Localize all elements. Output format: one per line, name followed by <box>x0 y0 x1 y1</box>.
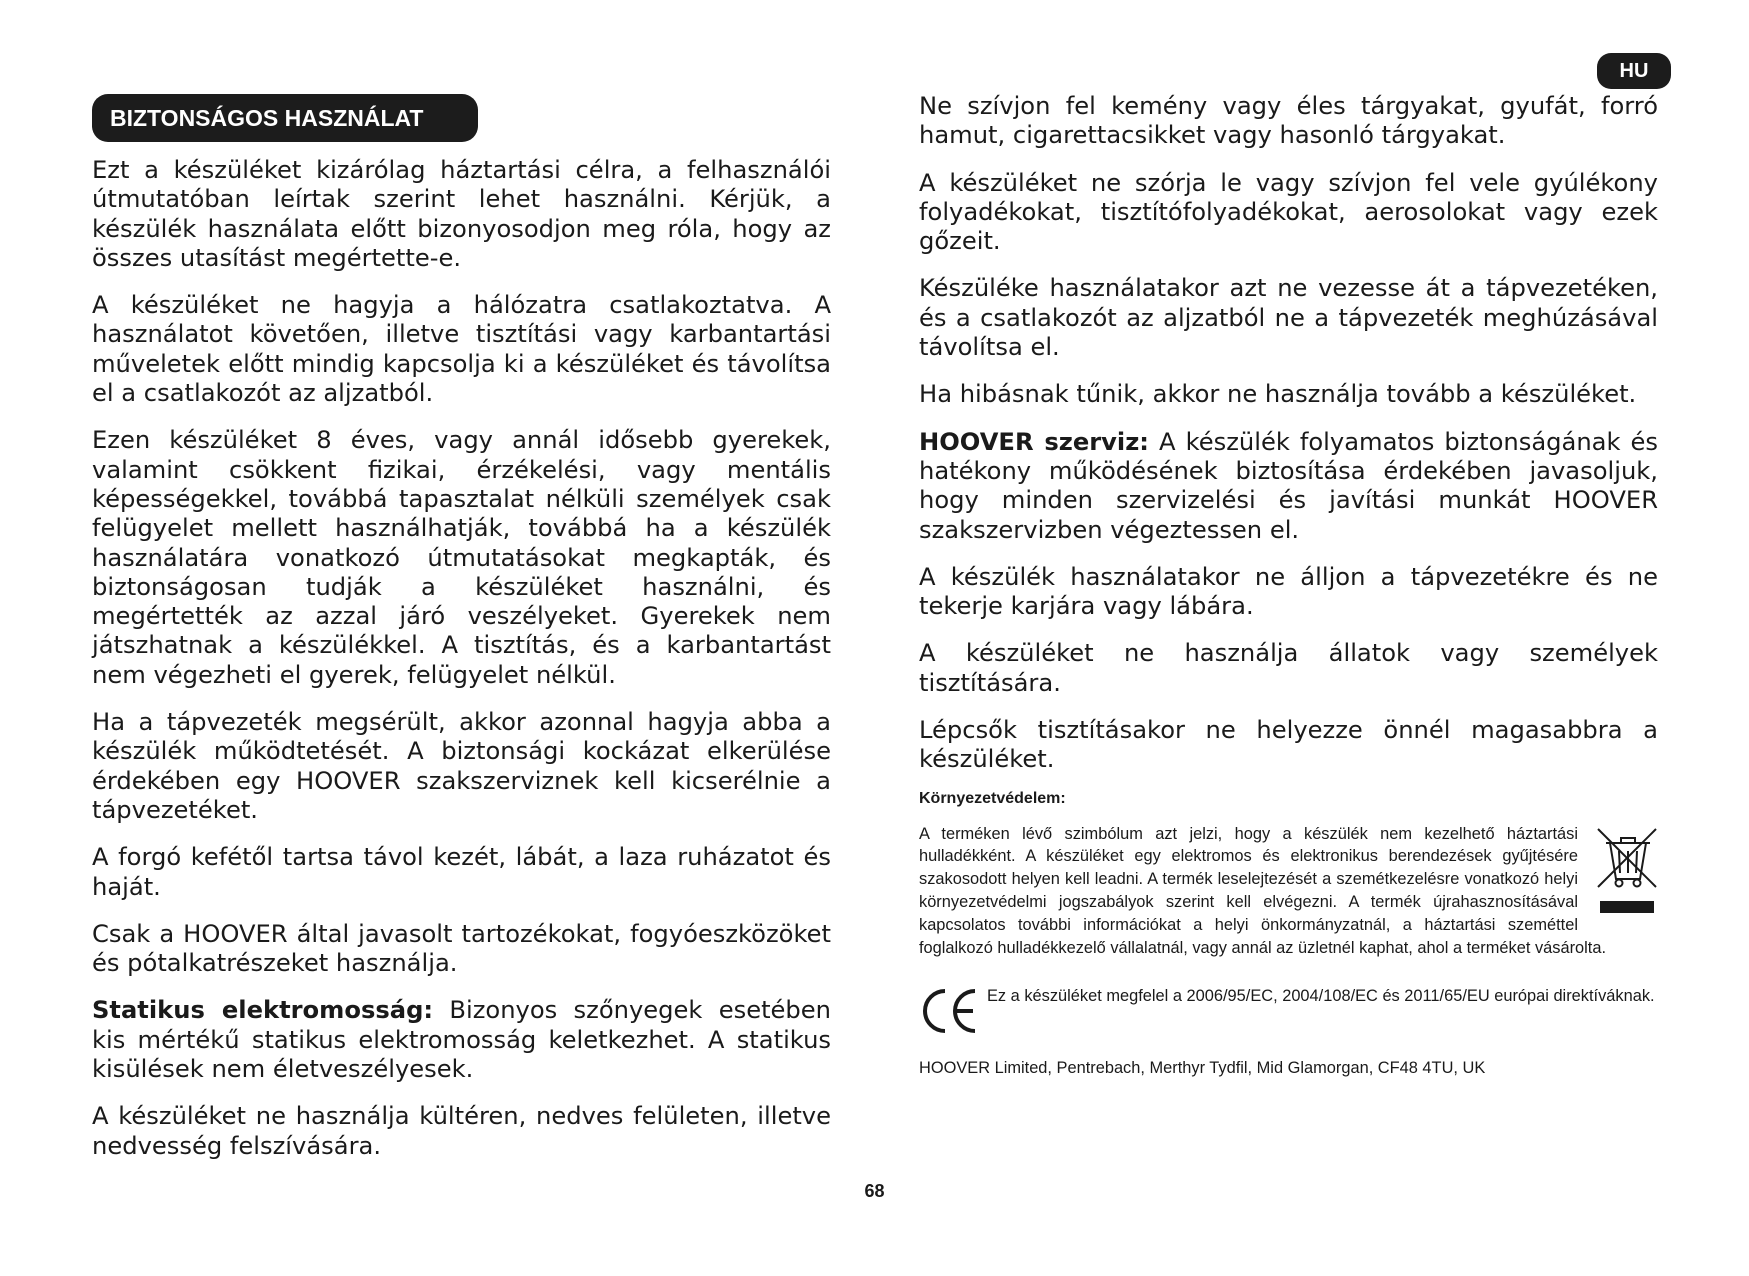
ce-mark-icon <box>919 985 981 1037</box>
language-badge: HU <box>1597 53 1671 89</box>
paragraph: Ezen készüléket 8 éves, vagy annál idősebb gyerekek, valamint csökkent fizikai, érzékelési, vagy mentális képességekkel, továbbá tapasztalat nélküli személyek csak felügyelet mellett használhatják, továbbá ha a készülék használatára vonatkozó útmutatásokat megkapták, és biztonságosan tudják a készüléket használni, és megértették az azzal járó veszélyeket. Gyerekek nem játszhatnak a készülékkel. A tisztítás, és a karbantartást nem végezheti el gyerek, felügyelet nélkül. <box>92 426 831 689</box>
paragraph: A készüléket ne használja állatok vagy személyek tisztítására. <box>919 639 1658 697</box>
paragraph: Ha a tápvezeték megsérült, akkor azonnal hagyja abba a készülék működtetését. A biztonsági kockázat elkerülése érdekében egy HOOVER szakszerviznek kell kicserélnie a tápvezetéket. <box>92 708 831 824</box>
paragraph: A készüléket ne hagyja a hálózatra csatlakoztatva. A használatot követően, illetve tisztítási vagy karbantartási műveletek előtt mindig kapcsolja ki a készüléket és távolítsa el a csatlakozót az aljzatból. <box>92 291 831 408</box>
paragraph-body: A készülék folyamatos biztonságának és hatékony működésének biztosítása érdekében javasoljuk, hogy minden szervizelési és javítási munkát HOOVER szakszervizben végeztessen el. <box>919 427 1658 544</box>
page-number: 68 <box>864 1181 885 1201</box>
paragraph-bold-lead: HOOVER szerviz: <box>919 427 1149 456</box>
section-heading: BIZTONSÁGOS HASZNÁLAT <box>92 94 478 142</box>
ce-text: Ez a készüléket megfelel a 2006/95/EC, 2004/108/EC és 2011/65/EU európai direktíváknak. <box>987 987 1655 1006</box>
paragraph-hoover-service <box>919 428 1658 545</box>
paragraph-bold-lead: Statikus elektromosság: <box>92 996 434 1025</box>
paragraph: Lépcsők tisztításakor ne helyezze önnél magasabbra a készüléket. <box>919 716 1658 774</box>
paragraph: A készüléket ne használja kültéren, nedves felületen, illetve nedvesség felszívására. <box>92 1102 831 1160</box>
paragraph: Csak a HOOVER által javasolt tartozékokat, fogyóeszközöket és pótalkatrészeket használja. <box>92 919 831 978</box>
paragraph-body: Bizonyos szőnyegek esetében kis mértékű statikus elektromosság keletkezhet. A statikus kisülések nem életveszélyesek. <box>92 996 831 1084</box>
paragraph: A készülék használatakor ne álljon a tápvezetékre és ne tekerje karjára vagy lábára. <box>919 562 1658 621</box>
environment-text: A terméken lévő szimbólum azt jelzi, hogy a készülék nem kezelhető háztartási hulladékként. A készüléket egy elektromos és elektronikus berendezések gyűjtésére szakosodott helyen kell leadni. A termék leselejtezését a szemétkezelésre vonatkozó helyi környezetvédelmi jogszabályok szerint kell elvégezni. A termék újrahasznosításával kapcsolatos további információkat a helyi önkormányzatnál, a háztartási szeméttel foglalkozó hulladékkezelő vállalatnál, vagy annál az üzletnél kaphat, ahol a terméket vásárolta. <box>919 824 1607 957</box>
ce-declaration <box>919 985 1658 1037</box>
paragraph: A forgó kefétől tartsa távol kezét, lábát, a laza ruházatot és haját. <box>92 843 831 901</box>
environment-title: Környezetvédelem: <box>919 789 1066 807</box>
paragraph: Ne szívjon fel kemény vagy éles tárgyakat, gyufát, forró hamut, cigarettacsikket vagy hasonló tárgyakat. <box>919 92 1658 150</box>
left-column <box>92 156 831 1161</box>
environment-section <box>919 823 1658 960</box>
paragraph: Készüléke használatakor azt ne vezesse át a tápvezetéken, és a csatlakozót az aljzatból ne a tápvezeték meghúzásával távolítsa el. <box>919 274 1658 362</box>
paragraph: A készüléket ne szórja le vagy szívjon fel vele gyúlékony folyadékokat, tisztítófolyadékokat, aerosolokat vagy ezek gőzeit. <box>919 168 1658 256</box>
paragraph-static-electricity <box>92 996 831 1084</box>
paragraph: Ha hibásnak tűnik, akkor ne használja tovább a készüléket. <box>919 380 1637 409</box>
manufacturer-address: HOOVER Limited, Pentrebach, Merthyr Tydfil, Mid Glamorgan, CF48 4TU, UK <box>919 1059 1486 1078</box>
paragraph: Ezt a készüléket kizárólag háztartási célra, a felhasználói útmutatóban leírtak szerint lehet használni. Kérjük, a készülék használata előtt bizonyosodjon meg róla, hogy az összes utasítást megértette-e. <box>92 156 831 272</box>
right-column <box>919 92 1658 1079</box>
crossed-out-wheelie-bin-icon <box>1596 825 1658 924</box>
